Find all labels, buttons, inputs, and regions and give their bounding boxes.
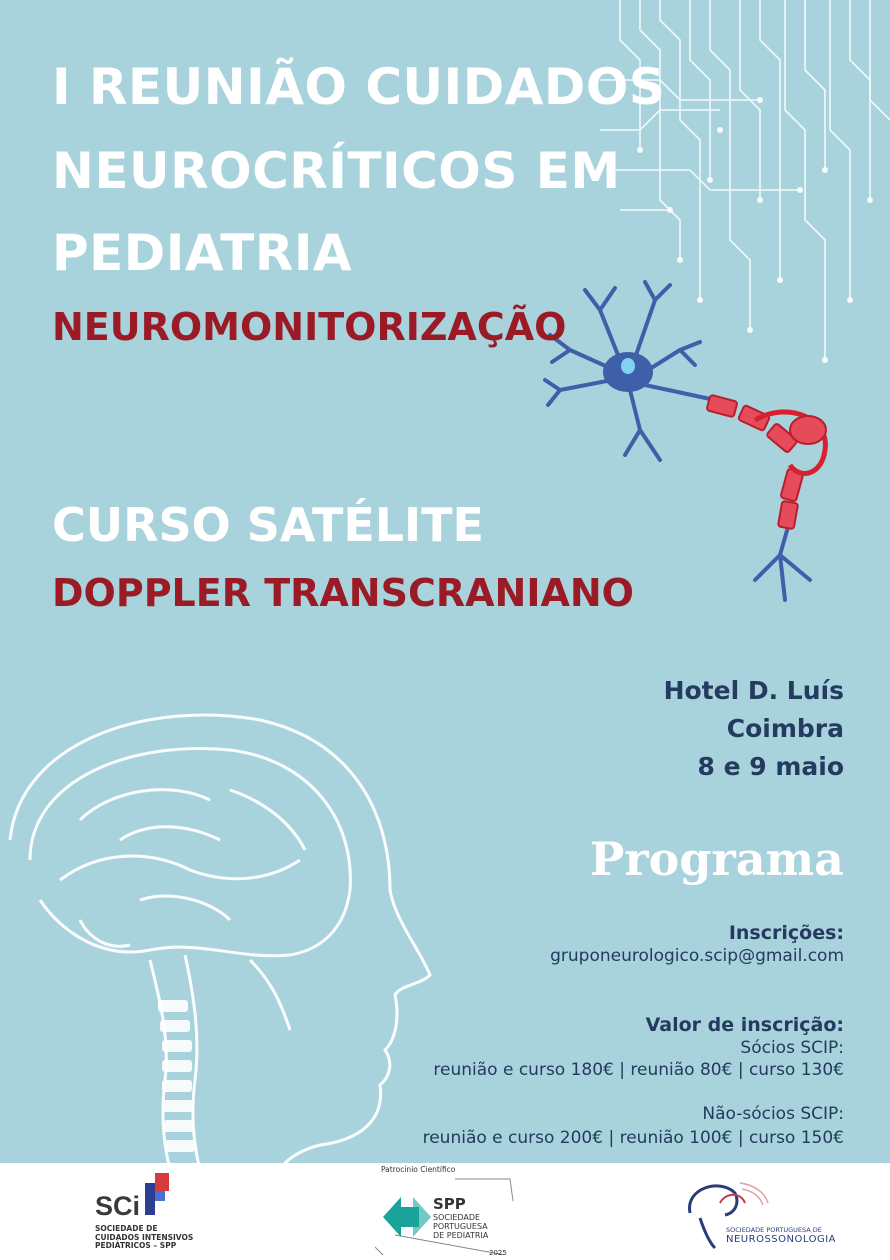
- footer-logos: [0, 1163, 890, 1260]
- programa-heading: Programa: [589, 832, 844, 886]
- nonmembers-prices: reunião e curso 200€ | reunião 100€ | curso 150€: [422, 1128, 844, 1148]
- title-line-2: NEUROCRÍTICOS EM: [52, 142, 621, 200]
- neurossonologia-name: [726, 1227, 836, 1245]
- spp-name-line-3: DE PEDIATRIA: [433, 1231, 489, 1241]
- spp-name: [433, 1213, 488, 1241]
- registration-label: Inscrições:: [728, 922, 844, 944]
- title-subtitle: NEUROMONITORIZAÇÃO: [52, 305, 567, 349]
- neurossonologia-name-line-2: NEUROSSONOLOGIA: [726, 1234, 836, 1246]
- sci-name: [95, 1225, 193, 1251]
- registration-email[interactable]: gruponeurologico.scip@gmail.com: [550, 946, 844, 966]
- pricing-label: Valor de inscrição:: [645, 1014, 844, 1036]
- venue: Hotel D. Luís: [663, 676, 844, 705]
- sci-mark: SCi: [95, 1191, 141, 1221]
- spp-year: 2025: [489, 1249, 507, 1257]
- city: Coimbra: [726, 714, 844, 743]
- spp-name-line-2: PORTUGUESA: [433, 1222, 488, 1232]
- sci-name-line-3: PEDIÁTRICOS – SPP: [95, 1241, 177, 1251]
- spp-name-line-1: SOCIEDADE: [433, 1213, 481, 1222]
- members-prices: reunião e curso 180€ | reunião 80€ | curso 130€: [433, 1060, 844, 1080]
- spp-sponsorship-label: Patrocínio Científico: [381, 1165, 456, 1174]
- sci-logo: [95, 1169, 205, 1254]
- course-title: CURSO SATÉLITE: [52, 498, 484, 552]
- sci-name-line-2: CUIDADOS INTENSIVOS: [95, 1232, 194, 1242]
- neuron-illustration: [540, 280, 840, 615]
- title-line-1: I REUNIÃO CUIDADOS: [52, 58, 666, 116]
- neurossonologia-name-line-1: SOCIEDADE PORTUGUESA DE: [726, 1226, 822, 1234]
- sci-logo-icon: [141, 1169, 173, 1217]
- course-subtitle: DOPPLER TRANSCRANIANO: [52, 571, 634, 615]
- sci-name-line-1: SOCIEDADE DE: [95, 1224, 158, 1233]
- spp-mark: SPP: [433, 1195, 466, 1213]
- head-brain-illustration: [0, 700, 440, 1170]
- nonmembers-label: Não-sócios SCIP:: [702, 1104, 844, 1124]
- neurossonologia-logo: [680, 1169, 836, 1255]
- event-date: 8 e 9 maio: [697, 752, 844, 781]
- title-line-3: PEDIATRIA: [52, 224, 353, 282]
- members-label: Sócios SCIP:: [740, 1038, 844, 1058]
- spp-logo: [375, 1165, 515, 1257]
